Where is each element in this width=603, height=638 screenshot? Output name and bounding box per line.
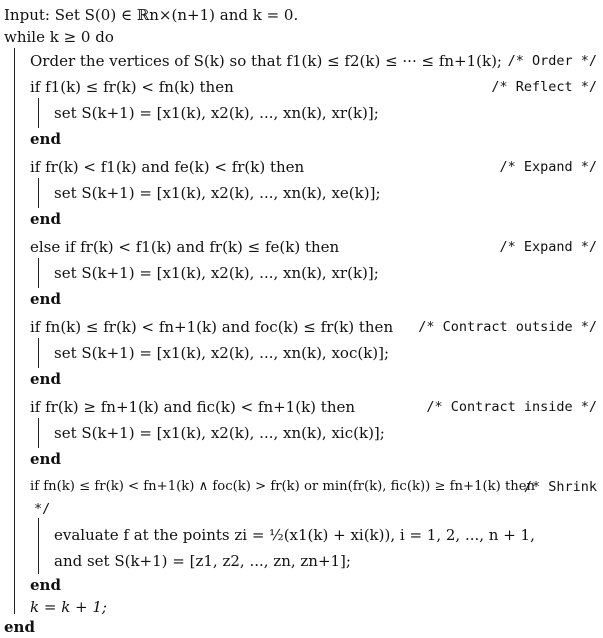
if-shrink-statement: if fn(k) ≤ fr(k) < fn+1(k) ∧ foc(k) > fr(k) or min(fr(k), fic(k)) ≥ fn+1(k) then xyxy=(30,479,536,494)
algo-line-end-expand-2 xyxy=(0,288,603,310)
algo-line-if-reflect xyxy=(0,76,603,98)
algo-line-shrink-comment-end xyxy=(0,498,603,520)
algo-line-set-contract-outside xyxy=(0,342,603,364)
algo-line-set-reflect xyxy=(0,102,603,124)
algo-line-end-contract-outside xyxy=(0,368,603,390)
end-contract-outside: end xyxy=(30,370,61,388)
while-statement: while k ≥ 0 do xyxy=(4,28,114,46)
algo-line-set-shrink xyxy=(0,550,603,572)
end-expand: end xyxy=(30,210,61,228)
algo-line-if-contract-outside xyxy=(0,316,603,338)
end-expand-2: end xyxy=(30,290,61,308)
algo-line-if-shrink xyxy=(0,476,603,498)
shrink-comment-end: */ xyxy=(34,501,51,517)
algo-line-end-while xyxy=(0,616,603,638)
expand-comment-2: /* Expand */ xyxy=(499,239,597,255)
algo-line-input xyxy=(0,4,603,26)
set-shrink-statement: and set S(k+1) = [z1, z2, ..., zn, zn+1]; xyxy=(54,552,351,570)
set-expand-statement: set S(k+1) = [x1(k), x2(k), ..., xn(k), xe(k)]; xyxy=(54,184,381,202)
set-contract-outside-statement: set S(k+1) = [x1(k), x2(k), ..., xn(k), xoc(k)]; xyxy=(54,344,390,362)
algo-line-end-expand xyxy=(0,208,603,230)
algo-line-evaluate xyxy=(0,524,603,546)
end-reflect: end xyxy=(30,130,61,148)
algo-line-end-shrink xyxy=(0,574,603,596)
increment-statement: k = k + 1; xyxy=(30,598,107,616)
algo-line-order xyxy=(0,50,603,72)
if-expand-statement: if fr(k) < f1(k) and fe(k) < fr(k) then xyxy=(30,158,305,176)
set-expand-2-statement: set S(k+1) = [x1(k), x2(k), ..., xn(k), xr(k)]; xyxy=(54,264,379,282)
set-reflect-statement: set S(k+1) = [x1(k), x2(k), ..., xn(k), xr(k)]; xyxy=(54,104,379,122)
input-statement: Input: Set S(0) ∈ ℝn×(n+1) and k = 0. xyxy=(4,6,299,24)
end-while: end xyxy=(4,618,35,636)
evaluate-statement: evaluate f at the points zi = ½(x1(k) + xi(k)), i = 1, 2, ..., n + 1, xyxy=(54,526,535,544)
algo-line-while xyxy=(0,26,603,48)
algo-line-increment xyxy=(0,596,603,618)
algo-line-set-expand xyxy=(0,182,603,204)
contract-outside-comment: /* Contract outside */ xyxy=(418,319,597,335)
reflect-comment: /* Reflect */ xyxy=(491,79,597,95)
if-contract-inside-statement: if fr(k) ≥ fn+1(k) and fic(k) < fn+1(k) then xyxy=(30,398,356,416)
contract-inside-comment: /* Contract inside */ xyxy=(426,399,597,415)
end-shrink: end xyxy=(30,576,61,594)
order-comment: /* Order */ xyxy=(507,53,597,69)
algo-line-end-reflect xyxy=(0,128,603,150)
end-contract-inside: end xyxy=(30,450,61,468)
if-reflect-statement: if f1(k) ≤ fr(k) < fn(k) then xyxy=(30,78,234,96)
elseif-expand-statement: else if fr(k) < f1(k) and fr(k) ≤ fe(k) then xyxy=(30,238,340,256)
set-contract-inside-statement: set S(k+1) = [x1(k), x2(k), ..., xn(k), xic(k)]; xyxy=(54,424,385,442)
if-contract-outside-statement: if fn(k) ≤ fr(k) < fn+1(k) and foc(k) ≤ fr(k) then xyxy=(30,318,394,336)
algo-line-set-expand-2 xyxy=(0,262,603,284)
algo-line-set-contract-inside xyxy=(0,422,603,444)
algo-line-end-contract-inside xyxy=(0,448,603,470)
expand-comment: /* Expand */ xyxy=(499,159,597,175)
shrink-comment: /* Shrink xyxy=(523,479,597,495)
order-statement: Order the vertices of S(k) so that f1(k) ≤ f2(k) ≤ ··· ≤ fn+1(k); xyxy=(30,52,502,70)
algo-line-if-expand xyxy=(0,156,603,178)
algo-line-elseif-expand xyxy=(0,236,603,258)
algo-line-if-contract-inside xyxy=(0,396,603,418)
